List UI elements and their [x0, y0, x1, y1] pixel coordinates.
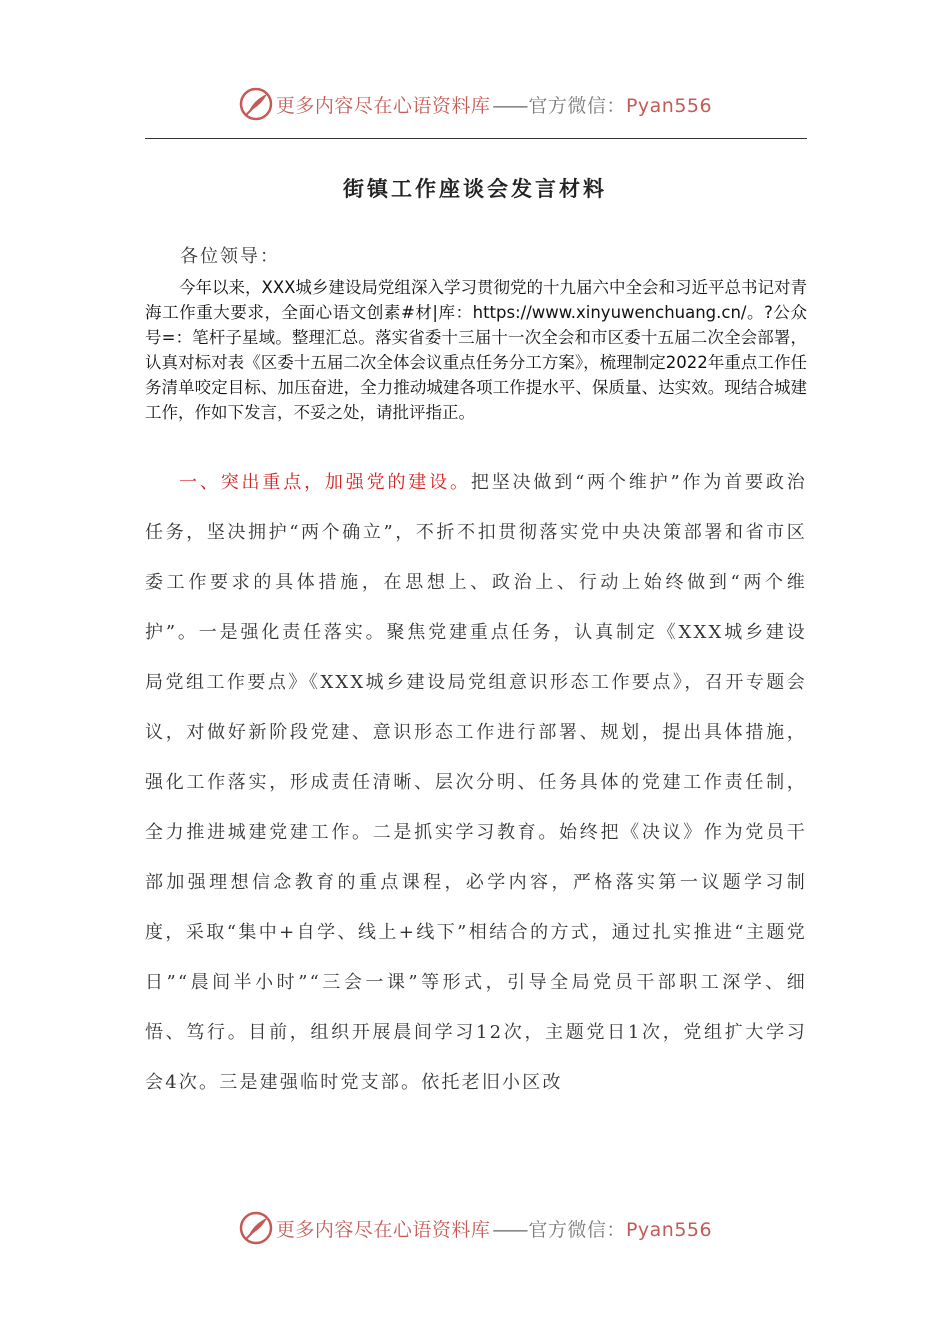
- footer-wechat-label: 官方微信：: [528, 1218, 626, 1241]
- section-1-paragraph: [145, 458, 807, 1108]
- intro-paragraph: 今年以来，XXX城乡建设局党组深入学习贯彻党的十九届六中全会和习近平总书记对青海工作重大要求，全面心语文创素#材|库：https://www.xinyuwenchuang.cn/。?公众号=：笔杆子星域。整理汇总。落实省委十三届十一次全会和市区委十五届二次全会部署，认真对标对表《区委十五届二次全体会议重点任务分工方案》，梳理制定2022年重点工作任务清单咬定目标、加压奋进，全力推动城建各项工作提水平、保质量、达实效。现结合城建工作，作如下发言，不妥之处，请批评指正。: [145, 278, 807, 422]
- header-banner: [0, 82, 950, 126]
- section-1-heading: 一、突出重点，加强党的建设。: [179, 472, 471, 493]
- header-wechat-id: Pyan556: [625, 94, 713, 117]
- footer-banner-text: 更多内容尽在心语资料库: [275, 1218, 491, 1241]
- document-title: 街镇工作座谈会发言材料: [343, 177, 607, 201]
- greeting: 各位领导：: [180, 246, 280, 267]
- section-1-body: 把坚决做到“两个维护”作为首要政治任务，坚决拥护“两个确立”，不折不扣贯彻落实党中央决策部署和省市区委工作要求的具体措施，在思想上、政治上、行动上始终做到“两个维护”。一是强化责任落实。聚焦党建重点任务，认真制定《XXX城乡建设局党组工作要点》《XXX城乡建设局党组意识形态工作要点》，召开专题会议，对做好新阶段党建、意识形态工作进行部署、规划，提出具体措施，强化工作落实，形成责任清晰、层次分明、任务具体的党建工作责任制，全力推进城建党建工作。二是抓实学习教育。始终把《决议》作为党员干部加强理想信念教育的重点课程，必学内容，严格落实第一议题学习制度，采取“集中+自学、线上+线下”相结合的方式，通过扎实推进“主题党日”“晨间半小时”“三会一课”等形式，引导全局党员干部职工深学、细悟、笃行。目前，组织开展晨间学习12次，主题党日1次，党组扩大学习会4次。三是建强临时党支部。依托老旧小区改: [145, 472, 807, 1093]
- footer-wechat-id: Pyan556: [625, 1218, 713, 1241]
- footer-banner: [0, 1206, 950, 1250]
- header-banner-dash: ——: [492, 94, 527, 117]
- quill-logo-icon: [238, 86, 274, 122]
- header-wechat-label: 官方微信：: [528, 94, 626, 117]
- quill-logo-icon: [238, 1210, 274, 1246]
- header-banner-text: 更多内容尽在心语资料库: [275, 94, 491, 117]
- header-divider: [145, 138, 807, 139]
- footer-banner-dash: ——: [492, 1218, 527, 1241]
